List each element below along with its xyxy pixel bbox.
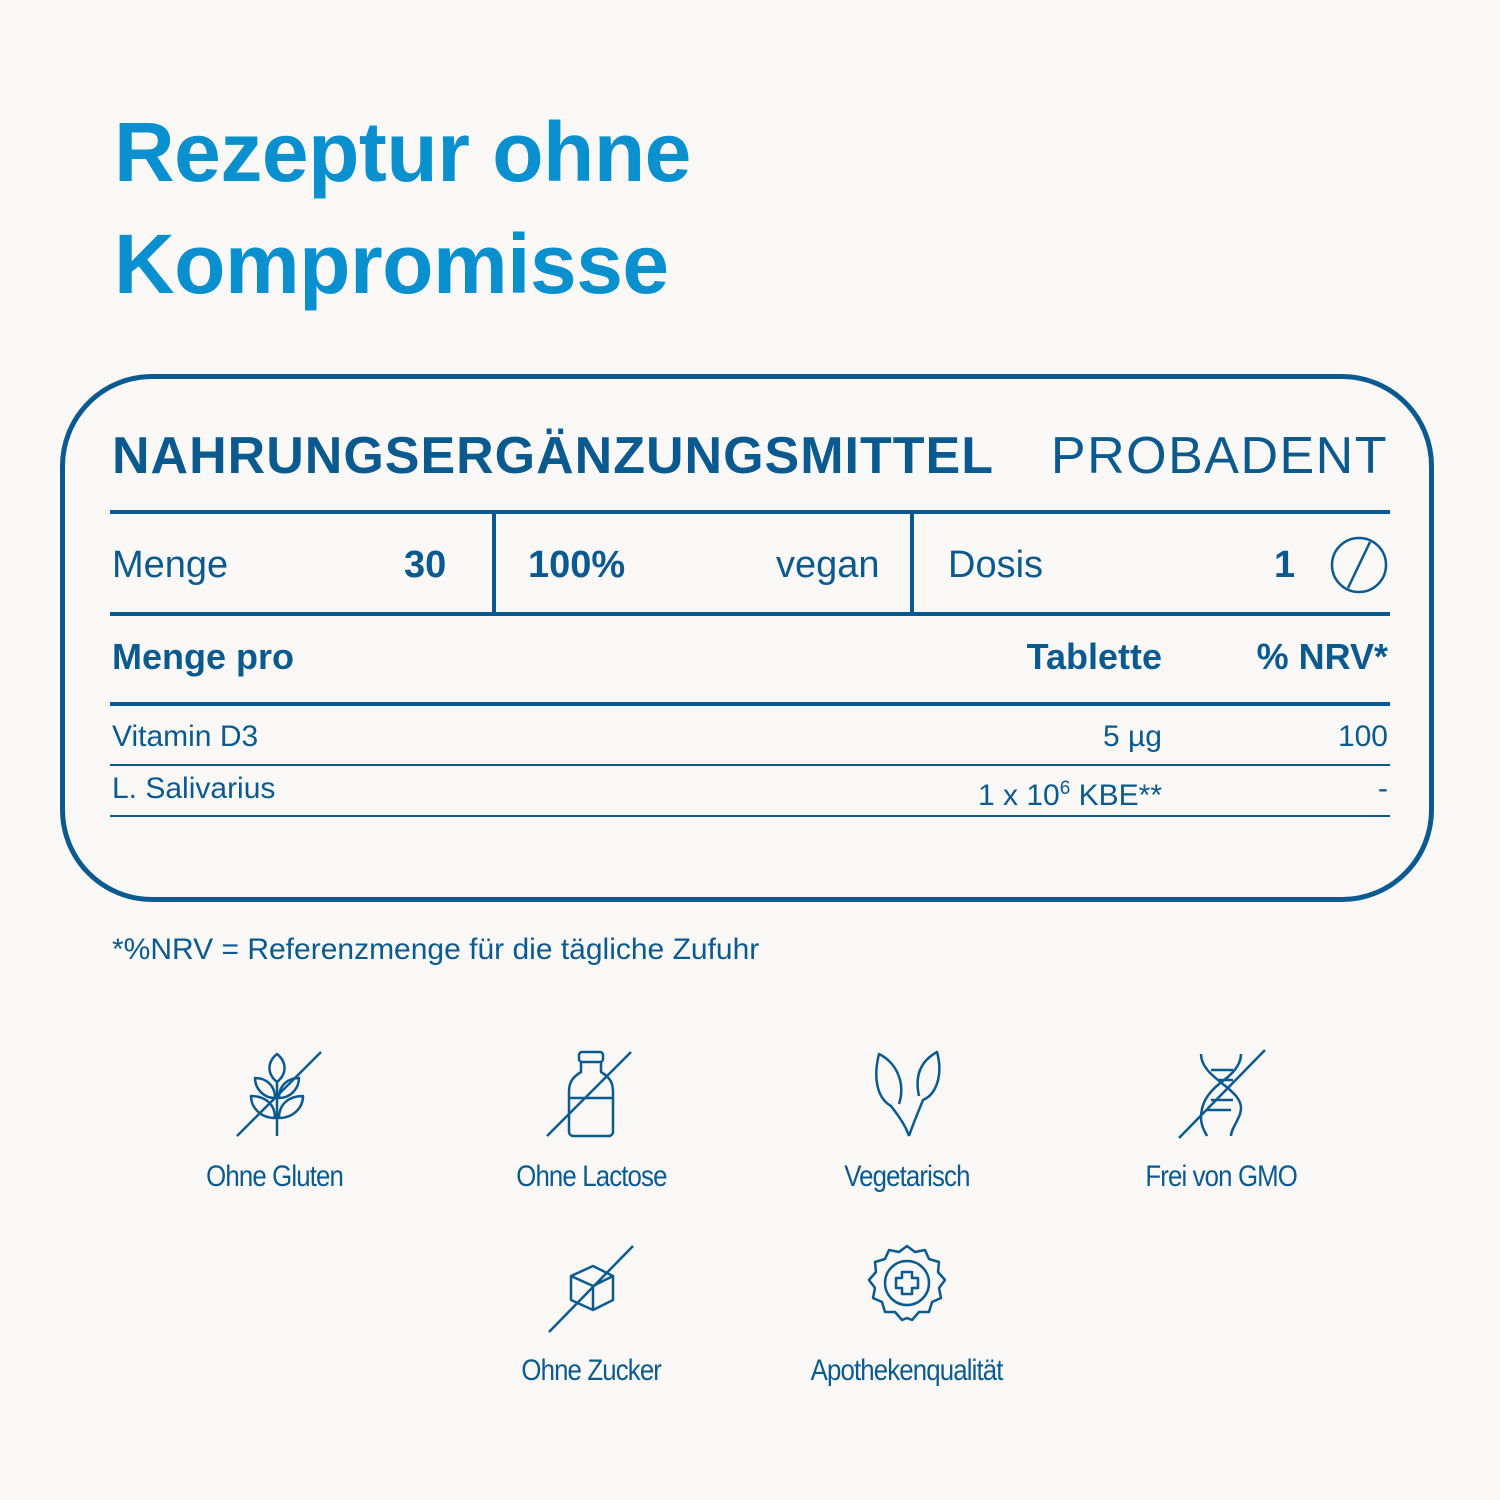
feature-label: Frei von GMO xyxy=(1145,1160,1297,1193)
row-vitamin-d3-amount: 5 µg xyxy=(1103,720,1162,753)
sugar-cube-crossed-icon xyxy=(541,1242,641,1334)
column-header-nrv: % NRV* xyxy=(1256,636,1388,677)
page-title-line-2: Kompromisse xyxy=(114,217,669,311)
feature-label: Vegetarisch xyxy=(844,1160,970,1193)
vegan-label: vegan xyxy=(776,544,880,586)
pharmacy-seal-icon xyxy=(857,1242,957,1334)
footnote: *%NRV = Referenzmenge für die tägliche Zufuhr xyxy=(112,933,760,966)
amount-unit: KBE** xyxy=(1070,779,1162,812)
feature-gmo-free xyxy=(1091,1048,1351,1194)
card-header-product: PROBADENT xyxy=(1050,427,1388,485)
tablet-icon xyxy=(1330,536,1388,594)
amount-base: 1 x 10 xyxy=(977,779,1060,812)
divider-row-2 xyxy=(110,815,1390,817)
divider-top xyxy=(110,510,1390,514)
row-salivarius-name: L. Salivarius xyxy=(112,772,276,805)
row-vitamin-d3-name: Vitamin D3 xyxy=(112,720,259,753)
page-title-line-1: Rezeptur ohne xyxy=(114,105,691,199)
row-vitamin-d3-nrv: 100 xyxy=(1337,720,1388,753)
row-salivarius-nrv: - xyxy=(1378,772,1388,805)
page-title xyxy=(114,96,691,320)
column-header-amount: Tablette xyxy=(1026,636,1162,677)
feature-label: Ohne Gluten xyxy=(206,1160,344,1193)
wheat-crossed-icon xyxy=(225,1048,325,1140)
feature-sugar-free xyxy=(461,1242,721,1388)
divider-col-2 xyxy=(910,512,914,614)
feature-label: Ohne Lactose xyxy=(515,1160,667,1193)
milk-bottle-crossed-icon xyxy=(541,1048,641,1140)
vegan-percent: 100% xyxy=(528,544,626,586)
menge-value: 30 xyxy=(404,544,447,586)
feature-gluten-free xyxy=(145,1048,405,1194)
column-header-name: Menge pro xyxy=(112,636,295,677)
divider-row-1 xyxy=(110,764,1390,766)
dna-crossed-icon xyxy=(1171,1048,1271,1140)
feature-label: Apothekenqualität xyxy=(811,1354,1003,1387)
feature-label: Ohne Zucker xyxy=(521,1354,661,1387)
menge-label: Menge xyxy=(112,544,229,586)
feature-vegetarian xyxy=(777,1048,1037,1194)
dosis-value: 1 xyxy=(1274,544,1296,586)
amount-exponent: 6 xyxy=(1059,778,1071,799)
feature-lactose-free xyxy=(461,1048,721,1194)
card-header-category: NAHRUNGSERGÄNZUNGSMITTEL xyxy=(112,427,994,485)
dosis-label: Dosis xyxy=(948,544,1044,586)
row-salivarius-amount xyxy=(978,769,1162,816)
divider-header-bottom xyxy=(110,702,1390,706)
divider-summary-bottom xyxy=(110,612,1390,616)
leaves-icon xyxy=(857,1048,957,1140)
feature-pharmacy-quality xyxy=(777,1242,1037,1388)
divider-col-1 xyxy=(492,512,496,614)
